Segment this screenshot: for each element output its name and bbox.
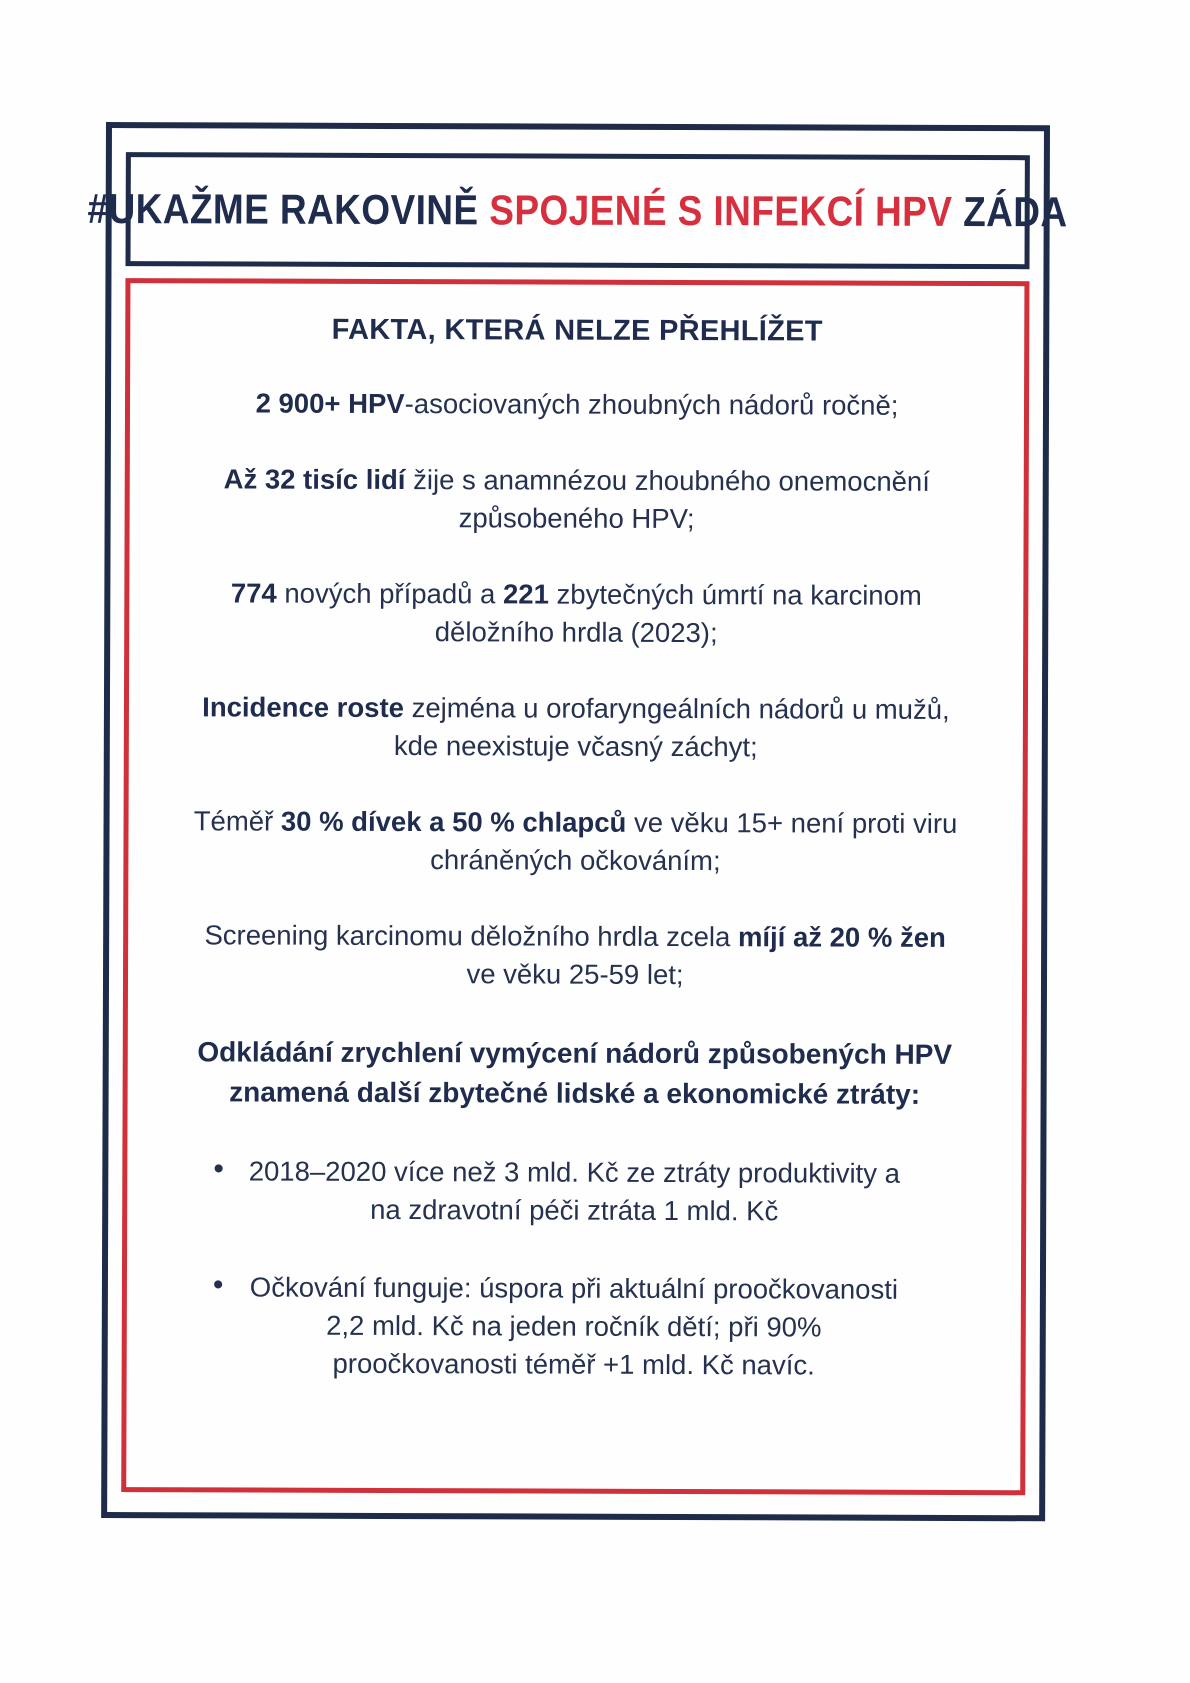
bullet-item	[177, 1152, 971, 1231]
bullet-list	[177, 1152, 972, 1385]
losses-heading: Odkládání zrychlení vymýcení nádorů způsobených HPV znamená další zbytečné lidské a ekonomické ztráty:	[197, 1036, 953, 1110]
title-highlight: SPOJENÉ S INFEKCÍ HPV	[489, 186, 953, 235]
fact-paragraph: Screening karcinomu děložního hrdla zcela míjí až 20 % žen ve věku 25-59 let;	[204, 919, 946, 991]
facts-list	[178, 384, 974, 995]
facts-heading: FAKTA, KTERÁ NELZE PŘEHLÍŽET	[331, 313, 823, 348]
facts-panel	[121, 278, 1029, 1495]
bullet-item	[177, 1268, 971, 1385]
bullet-text: Očkování funguje: úspora při aktuální proočkovanosti 2,2 mld. Kč na jeden ročník dětí; při 90% proočkovanosti téměř +1 mld. Kč navíc.	[249, 1271, 899, 1381]
fact-paragraph: Incidence roste zejména u orofaryngeálních nádorů u mužů, kde neexistuje včasný záchyt;	[202, 691, 950, 763]
title-banner	[87, 152, 1068, 269]
bullet-text: 2018–2020 více než 3 mld. Kč ze ztráty produktivity a na zdravotní péči ztráta 1 mld. Kč	[248, 1155, 900, 1227]
page-title	[88, 185, 1068, 236]
bullet-dot-icon: •	[213, 1152, 224, 1186]
fact-paragraph: 774 nových případů a 221 zbytečných úmrtí na karcinom děložního hrdla (2023);	[230, 577, 922, 649]
fact-paragraph: Téměř 30 % dívek a 50 % chlapců ve věku 15+ není proti viru chráněných očkováním;	[193, 805, 958, 877]
fact-paragraph: 2 900+ HPV-asociovaných zhoubných nádorů ročně;	[255, 387, 899, 421]
title-suffix: ZÁDA	[952, 187, 1068, 236]
title-prefix: #UKAŽME RAKOVINĚ	[87, 184, 490, 234]
bullet-dot-icon: •	[212, 1268, 224, 1302]
outer-border-frame	[87, 122, 1068, 1521]
fact-paragraph: Až 32 tisíc lidí žije s anamnézou zhoubného onemocnění způsobeného HPV;	[223, 463, 930, 535]
